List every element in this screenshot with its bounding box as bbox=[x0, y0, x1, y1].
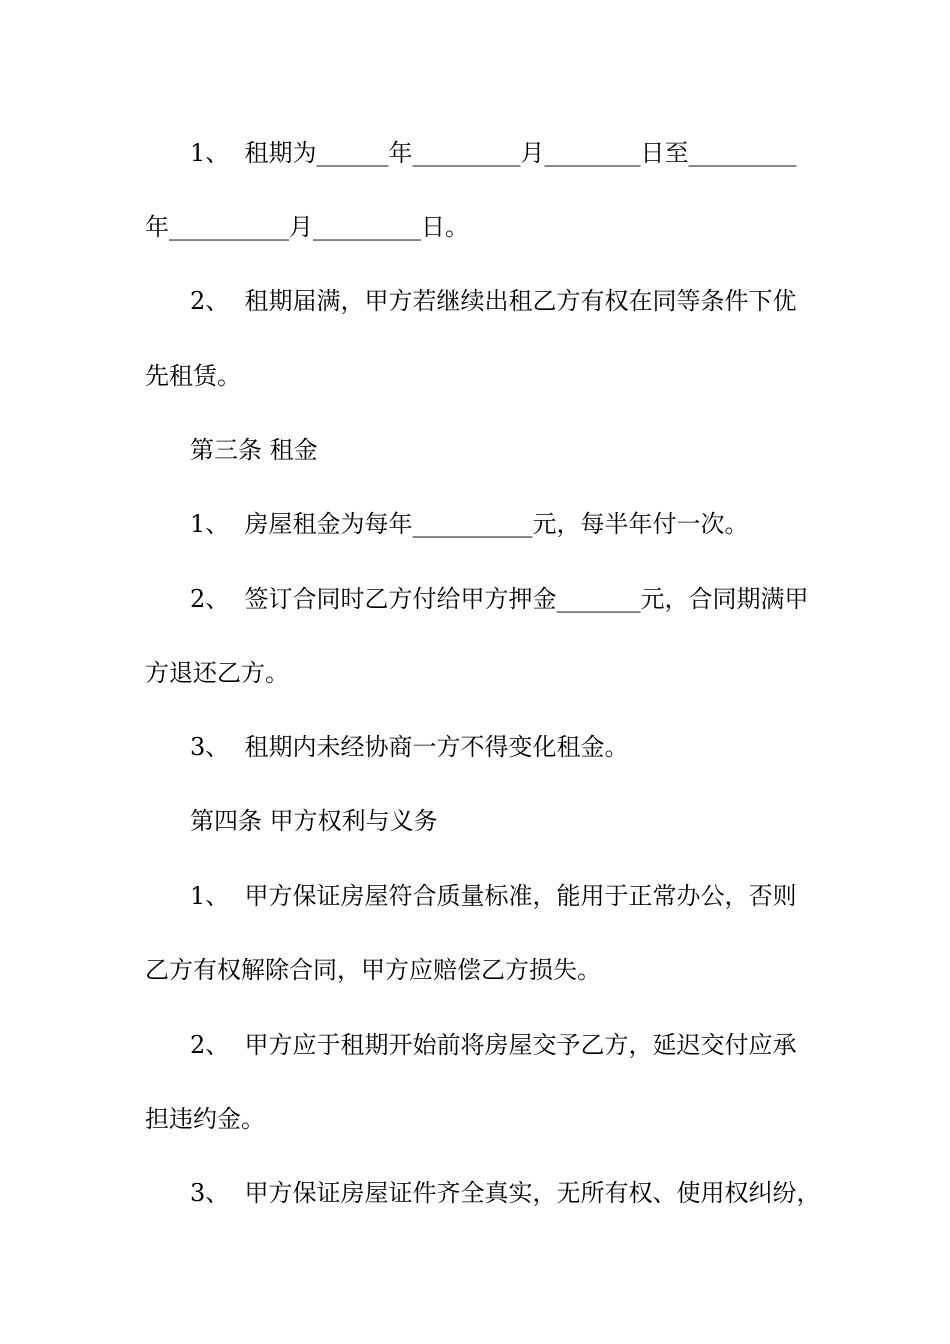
article-3-heading: 第三条 租金 bbox=[190, 436, 318, 464]
rent-change-line: 3、 租期内未经协商一方不得变化租金。 bbox=[190, 733, 629, 761]
renewal-clause-line-1: 2、 租期届满，甲方若继续出租乙方有权在同等条件下优 bbox=[190, 287, 797, 315]
deposit-line-1: 2、 签订合同时乙方付给甲方押金_______元，合同期满甲 bbox=[190, 585, 809, 613]
quality-clause-line-2: 乙方有权解除合同，甲方应赔偿乙方损失。 bbox=[145, 956, 601, 984]
delivery-clause-line-1: 2、 甲方应于租期开始前将房屋交予乙方，延迟交付应承 bbox=[190, 1031, 797, 1059]
rent-amount-line: 1、 房屋租金为每年__________元，每半年付一次。 bbox=[190, 510, 749, 538]
quality-clause-line-1: 1、 甲方保证房屋符合质量标准，能用于正常办公，否则 bbox=[190, 882, 797, 910]
lease-term-line-1: 1、 租期为______年_________月________日至_________ bbox=[190, 139, 797, 167]
delivery-clause-line-2: 担违约金。 bbox=[145, 1105, 265, 1133]
documents-clause-line-1: 3、 甲方保证房屋证件齐全真实，无所有权、使用权纠纷， bbox=[190, 1179, 821, 1207]
article-4-heading: 第四条 甲方权利与义务 bbox=[190, 807, 438, 835]
deposit-line-2: 方退还乙方。 bbox=[145, 659, 289, 687]
renewal-clause-line-2: 先租赁。 bbox=[145, 362, 241, 390]
lease-term-line-2: 年__________月_________日。 bbox=[145, 213, 469, 241]
